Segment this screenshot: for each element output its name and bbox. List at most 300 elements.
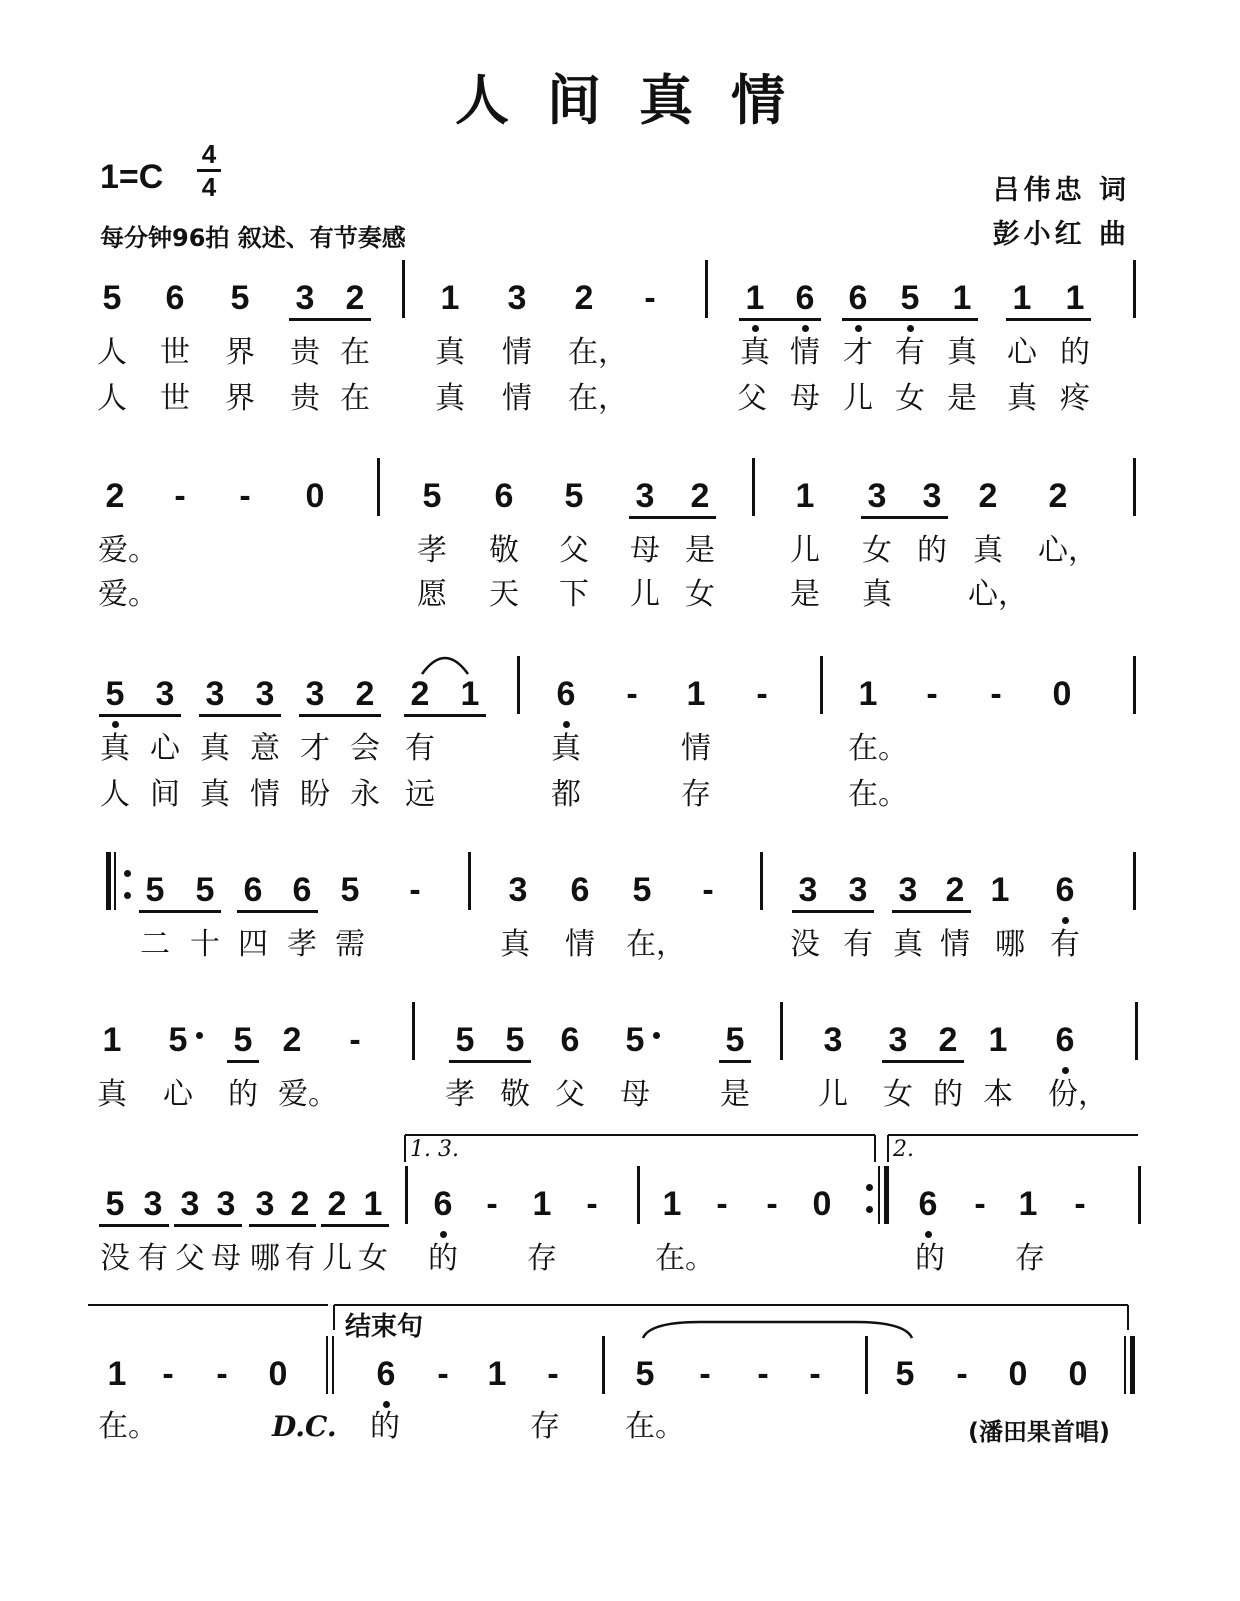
- key-signature: 1=C: [100, 158, 164, 196]
- beam-underline: [882, 1060, 964, 1063]
- lyric-char: 的: [228, 1077, 258, 1112]
- lyric-char: 在。: [848, 731, 908, 766]
- lyric-char: 儿: [843, 381, 873, 416]
- note-digit: 5: [195, 871, 215, 909]
- time-signature-bottom: 4: [201, 172, 217, 202]
- lyric-char: 在，: [626, 927, 686, 962]
- lyric-char: 女: [883, 1077, 913, 1112]
- lyric-char: 份，: [1048, 1077, 1108, 1112]
- note-digit: 5: [725, 1021, 745, 1059]
- note-digit: 2: [105, 477, 125, 515]
- note-digit: 6: [243, 871, 263, 909]
- note-digit: 3: [508, 871, 528, 909]
- lyric-char: 有: [405, 731, 435, 766]
- lyric-char: 才: [843, 335, 873, 370]
- barline: [468, 852, 471, 910]
- barline: [637, 1166, 640, 1224]
- note-digit: 2: [282, 1021, 302, 1059]
- note-digit: 2: [690, 477, 710, 515]
- volta-2-label: 2.: [893, 1137, 914, 1162]
- lyric-char: 贵: [290, 335, 320, 370]
- note-digit: 3: [635, 477, 655, 515]
- beam-underline: [739, 318, 821, 321]
- note-digit: 3: [155, 675, 175, 713]
- octave-dot: [1062, 917, 1069, 924]
- note-digit: -: [547, 1355, 559, 1393]
- note-digit: 5: [635, 1355, 655, 1393]
- barline: [602, 1336, 605, 1394]
- note-digit: 2: [978, 477, 998, 515]
- note-digit: 3: [888, 1021, 908, 1059]
- lyric-char: 会: [350, 731, 380, 766]
- barline: [1133, 260, 1136, 318]
- lyric-char: 儿: [630, 577, 660, 612]
- note-digit: 1: [1018, 1185, 1038, 1223]
- note-digit: -: [626, 675, 638, 713]
- lyric-char: 在。: [625, 1409, 685, 1444]
- note-digit: 5: [900, 279, 920, 317]
- note-digit: 5: [105, 675, 125, 713]
- note-digit: 2: [327, 1185, 347, 1223]
- note-digit: -: [766, 1185, 778, 1223]
- note-digit: 3: [922, 477, 942, 515]
- note-digit: -: [216, 1355, 228, 1393]
- note-digit: 2: [1048, 477, 1068, 515]
- note-digit: 0: [305, 477, 325, 515]
- beam-underline: [861, 516, 948, 519]
- note-digit: -: [162, 1355, 174, 1393]
- note-digit: 1: [858, 675, 878, 713]
- slur-arc: [422, 658, 468, 674]
- barline: [1133, 852, 1136, 910]
- lyric-char: 在。: [848, 777, 908, 812]
- lyric-char: 孝: [417, 533, 447, 568]
- lyric-char: 存: [530, 1409, 560, 1444]
- beam-underline: [1006, 318, 1091, 321]
- lyric-char: 在，: [568, 335, 628, 370]
- lyric-char: 永: [350, 777, 380, 812]
- note-digit: -: [1074, 1185, 1086, 1223]
- lyricist-credit: 吕伟忠 词: [992, 175, 1130, 206]
- note-digit: 3: [295, 279, 315, 317]
- note-digit: 1: [1065, 279, 1085, 317]
- barline: [780, 1002, 783, 1060]
- lyric-char: 真: [1007, 381, 1037, 416]
- note-digit: 1: [102, 1021, 122, 1059]
- beam-underline: [174, 1224, 242, 1227]
- beam-underline: [792, 910, 874, 913]
- note-digit: 6: [376, 1355, 396, 1393]
- note-digit: 5: [230, 279, 250, 317]
- barline: [1133, 656, 1136, 714]
- lyric-char: 界: [225, 335, 255, 370]
- augmentation-dot: [653, 1032, 660, 1039]
- lyric-char: 界: [225, 381, 255, 416]
- note-digit: -: [956, 1355, 968, 1393]
- lyric-char: 世: [160, 381, 190, 416]
- note-digit: 5: [895, 1355, 915, 1393]
- lyric-char: 的: [428, 1241, 458, 1276]
- note-digit: -: [586, 1185, 598, 1223]
- barline: [1135, 1002, 1138, 1060]
- lyric-char: 四: [238, 927, 268, 962]
- lyric-char: 儿: [790, 533, 820, 568]
- note-digit: 1: [988, 1021, 1008, 1059]
- repeat-dot: [124, 892, 131, 899]
- augmentation-dot: [196, 1032, 203, 1039]
- octave-dot: [907, 325, 914, 332]
- lyric-char: 情: [502, 335, 532, 370]
- lyric-char: 的: [933, 1077, 963, 1112]
- note-digit: -: [699, 1355, 711, 1393]
- barline: [402, 260, 405, 318]
- lyric-char: 真: [200, 731, 230, 766]
- lyric-char: 心，: [968, 577, 1028, 612]
- repeat-end-line: [878, 1166, 880, 1224]
- repeat-end-line: [884, 1166, 889, 1224]
- lyric-char: 愿: [417, 577, 447, 612]
- octave-dot: [855, 325, 862, 332]
- note-digit: 3: [205, 675, 225, 713]
- lyric-char: 爱。: [98, 577, 158, 612]
- beam-underline: [139, 910, 221, 913]
- note-digit: 1: [532, 1185, 552, 1223]
- note-digit: -: [644, 279, 656, 317]
- repeat-dot: [866, 1184, 873, 1191]
- lyric-char: 儿: [322, 1241, 352, 1276]
- barline: [820, 656, 823, 714]
- lyric-char: 敬: [500, 1077, 530, 1112]
- barline: [517, 656, 520, 714]
- note-digit: -: [926, 675, 938, 713]
- tempo-marking: 每分钟96拍 叙述、有节奏感: [100, 224, 406, 252]
- lyric-char: 有: [285, 1241, 315, 1276]
- lyric-char: 敬: [489, 533, 519, 568]
- note-digit: 5: [505, 1021, 525, 1059]
- lyric-char: 是: [790, 577, 820, 612]
- lyric-char: 存: [1015, 1241, 1045, 1276]
- note-digit: 1: [745, 279, 765, 317]
- note-digit: -: [974, 1185, 986, 1223]
- note-digit: 5: [102, 279, 122, 317]
- beam-underline: [321, 1224, 389, 1227]
- lyric-char: 人: [97, 381, 127, 416]
- lyric-char: 哪: [250, 1241, 280, 1276]
- lyric-char: 爱。: [98, 533, 158, 568]
- note-digit: 3: [848, 871, 868, 909]
- beam-underline: [299, 714, 381, 717]
- note-digit: 3: [867, 477, 887, 515]
- lyric-char: 心: [150, 731, 180, 766]
- lyric-char: 盼: [300, 777, 330, 812]
- tie-arc: [643, 1322, 912, 1338]
- note-digit: 1: [990, 871, 1010, 909]
- note-digit: 1: [662, 1185, 682, 1223]
- octave-dot: [440, 1231, 447, 1238]
- note-digit: 5: [422, 477, 442, 515]
- note-digit: 2: [290, 1185, 310, 1223]
- barline: [1138, 1166, 1141, 1224]
- lyric-char: 情: [250, 777, 280, 812]
- lyric-char: 真: [973, 533, 1003, 568]
- note-digit: 5: [340, 871, 360, 909]
- note-digit: 3: [507, 279, 527, 317]
- lyric-char: 是: [720, 1077, 750, 1112]
- note-digit: 6: [795, 279, 815, 317]
- lyric-char: 女: [685, 577, 715, 612]
- beam-underline: [719, 1060, 751, 1063]
- note-digit: 1: [487, 1355, 507, 1393]
- note-digit: 6: [292, 871, 312, 909]
- note-digit: -: [349, 1021, 361, 1059]
- note-digit: 2: [345, 279, 365, 317]
- lyric-char: 在: [340, 335, 370, 370]
- time-signature: [195, 140, 223, 201]
- note-digit: -: [174, 477, 186, 515]
- lyric-char: 下: [559, 577, 589, 612]
- note-digit: 3: [180, 1185, 200, 1223]
- lyric-char: 真: [862, 577, 892, 612]
- repeat-dot: [866, 1206, 873, 1213]
- note-digit: 2: [355, 675, 375, 713]
- lyric-char: 真: [435, 381, 465, 416]
- repeat-start-line: [106, 852, 111, 910]
- lyric-char: 哪: [995, 927, 1025, 962]
- lyric-char: 十: [190, 927, 220, 962]
- lyric-char: 疼: [1060, 381, 1090, 416]
- note-digit: 3: [216, 1185, 236, 1223]
- note-digit: 3: [798, 871, 818, 909]
- lyric-char: 真: [100, 731, 130, 766]
- lyric-char: 父: [737, 381, 767, 416]
- note-digit: 5: [632, 871, 652, 909]
- note-digit: 2: [574, 279, 594, 317]
- lyric-char: 真: [893, 927, 923, 962]
- lyric-char: 父: [555, 1077, 585, 1112]
- note-digit: 0: [1068, 1355, 1088, 1393]
- lyric-char: 才: [300, 731, 330, 766]
- lyric-char: 女: [895, 381, 925, 416]
- note-digit: 2: [938, 1021, 958, 1059]
- note-digit: 1: [440, 279, 460, 317]
- ending-label: 结束句: [345, 1312, 424, 1342]
- beam-underline: [892, 910, 971, 913]
- note-digit: -: [809, 1355, 821, 1393]
- double-barline: [1124, 1336, 1126, 1394]
- note-digit: 1: [460, 675, 480, 713]
- lyric-char: 有: [843, 927, 873, 962]
- note-digit: 0: [812, 1185, 832, 1223]
- lyric-char: 真: [551, 731, 581, 766]
- note-digit: 1: [952, 279, 972, 317]
- lyric-char: 是: [947, 381, 977, 416]
- composer-credit: 彭小红 曲: [992, 219, 1130, 250]
- lyric-char: 有: [1050, 927, 1080, 962]
- octave-dot: [563, 721, 570, 728]
- note-digit: 3: [143, 1185, 163, 1223]
- note-digit: 3: [255, 1185, 275, 1223]
- beam-underline: [227, 1060, 259, 1063]
- lyric-char: 有: [895, 335, 925, 370]
- lyric-char: 母: [630, 533, 660, 568]
- octave-dot: [1062, 1067, 1069, 1074]
- note-digit: -: [756, 675, 768, 713]
- lyric-char: 真: [947, 335, 977, 370]
- note-digit: 3: [823, 1021, 843, 1059]
- lyric-char: 意: [250, 731, 280, 766]
- lyric-char: 父: [559, 533, 589, 568]
- note-digit: 5: [145, 871, 165, 909]
- note-digit: 6: [1055, 1021, 1075, 1059]
- lyric-char: 心: [1007, 335, 1037, 370]
- lyric-char: 远: [405, 777, 435, 812]
- lyric-char: 女: [862, 533, 892, 568]
- beam-underline: [99, 1224, 169, 1227]
- double-barline: [326, 1336, 328, 1394]
- note-digit: 6: [494, 477, 514, 515]
- lyric-char: 母: [211, 1241, 241, 1276]
- lyric-char: 真: [97, 1077, 127, 1112]
- lyric-char: 爱。: [278, 1077, 338, 1112]
- note-digit: 0: [268, 1355, 288, 1393]
- note-digit: 1: [363, 1185, 383, 1223]
- lyric-char: 天: [489, 577, 519, 612]
- lyric-char: 在: [340, 381, 370, 416]
- note-digit: 5: [168, 1021, 188, 1059]
- note-digit: 5: [625, 1021, 645, 1059]
- lyric-char: 存: [527, 1241, 557, 1276]
- note-digit: 6: [433, 1185, 453, 1223]
- octave-dot: [112, 721, 119, 728]
- note-digit: 5: [455, 1021, 475, 1059]
- note-digit: 6: [848, 279, 868, 317]
- note-digit: 1: [107, 1355, 127, 1393]
- lyric-char: 世: [160, 335, 190, 370]
- lyric-char: 有: [138, 1241, 168, 1276]
- lyric-char: 存: [681, 777, 711, 812]
- lyric-char: 真: [500, 927, 530, 962]
- volta-1-label: 1. 3.: [410, 1137, 459, 1162]
- lyric-char: 真: [200, 777, 230, 812]
- barline: [405, 1166, 408, 1224]
- double-barline: [332, 1336, 334, 1394]
- song-title: 人间真情: [455, 68, 823, 132]
- barline: [760, 852, 763, 910]
- lyric-char: 儿: [818, 1077, 848, 1112]
- beam-underline: [249, 1224, 316, 1227]
- lyric-char: 需: [335, 927, 365, 962]
- lyric-char: 情: [681, 731, 711, 766]
- lyric-char: 二: [140, 927, 170, 962]
- note-digit: 6: [918, 1185, 938, 1223]
- repeat-start-line: [114, 852, 116, 910]
- lyric-char: 情: [940, 927, 970, 962]
- lyric-char: 孝: [445, 1077, 475, 1112]
- double-barline: [1130, 1336, 1135, 1394]
- octave-dot: [383, 1401, 390, 1408]
- note-digit: -: [486, 1185, 498, 1223]
- note-digit: 6: [165, 279, 185, 317]
- barline: [377, 458, 380, 516]
- da-capo-mark: D.C.: [272, 1410, 337, 1443]
- lyric-char: 是: [685, 533, 715, 568]
- note-digit: 6: [570, 871, 590, 909]
- note-digit: 2: [945, 871, 965, 909]
- beam-underline: [629, 516, 716, 519]
- lyric-char: 情: [565, 927, 595, 962]
- note-digit: -: [990, 675, 1002, 713]
- note-digit: 3: [255, 675, 275, 713]
- lyric-char: 心: [163, 1077, 193, 1112]
- lyric-char: 间: [150, 777, 180, 812]
- note-digit: -: [716, 1185, 728, 1223]
- beam-underline: [199, 714, 281, 717]
- time-signature-top: 4: [201, 139, 217, 169]
- lyric-char: 人: [100, 777, 130, 812]
- beam-underline: [842, 318, 978, 321]
- lyric-char: 情: [790, 335, 820, 370]
- note-digit: 6: [1055, 871, 1075, 909]
- note-digit: 0: [1008, 1355, 1028, 1393]
- lyric-char: 在。: [655, 1241, 715, 1276]
- octave-dot: [925, 1231, 932, 1238]
- lyric-char: 人: [97, 335, 127, 370]
- repeat-dot: [124, 870, 131, 877]
- lyric-char: 的: [917, 533, 947, 568]
- note-digit: 6: [556, 675, 576, 713]
- lyric-char: 母: [620, 1077, 650, 1112]
- barline: [865, 1336, 868, 1394]
- note-digit: -: [702, 871, 714, 909]
- lyric-char: 父: [175, 1241, 205, 1276]
- lyric-char: 贵: [290, 381, 320, 416]
- lyric-char: 心，: [1038, 533, 1098, 568]
- note-digit: 5: [105, 1185, 125, 1223]
- lyric-char: 真: [740, 335, 770, 370]
- lyric-char: 的: [1060, 335, 1090, 370]
- lyric-char: 本: [983, 1077, 1013, 1112]
- octave-dot: [802, 325, 809, 332]
- lyric-char: 女: [358, 1241, 388, 1276]
- octave-dot: [752, 325, 759, 332]
- beam-underline: [237, 910, 318, 913]
- note-digit: 5: [233, 1021, 253, 1059]
- note-digit: 3: [898, 871, 918, 909]
- note-digit: 0: [1052, 675, 1072, 713]
- lyric-char: 母: [790, 381, 820, 416]
- lyric-char: 在。: [98, 1409, 158, 1444]
- lyric-char: 都: [551, 777, 581, 812]
- note-digit: 2: [410, 675, 430, 713]
- note-digit: -: [757, 1355, 769, 1393]
- lyric-char: 没: [100, 1241, 130, 1276]
- singer-credit: (潘田果首唱): [968, 1418, 1110, 1446]
- barline: [412, 1002, 415, 1060]
- lyric-char: 孝: [287, 927, 317, 962]
- note-digit: -: [437, 1355, 449, 1393]
- barline: [1133, 458, 1136, 516]
- note-digit: 5: [564, 477, 584, 515]
- note-digit: -: [409, 871, 421, 909]
- barline: [752, 458, 755, 516]
- note-digit: 1: [686, 675, 706, 713]
- note-digit: -: [239, 477, 251, 515]
- lyric-char: 在，: [568, 381, 628, 416]
- note-digit: 3: [305, 675, 325, 713]
- beam-underline: [449, 1060, 531, 1063]
- barline: [705, 260, 708, 318]
- note-digit: 1: [795, 477, 815, 515]
